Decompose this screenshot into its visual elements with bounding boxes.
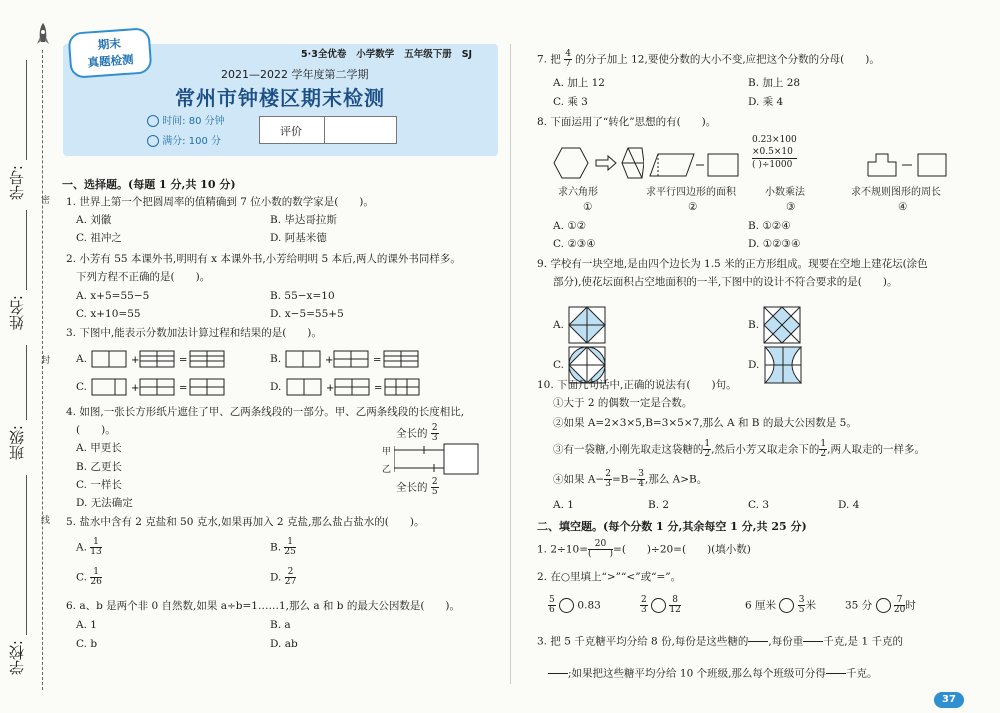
q10-s3-num1: 1	[704, 439, 711, 449]
class-fill-line[interactable]	[26, 345, 27, 420]
q3-b-label: B.	[270, 353, 282, 365]
q10-statement-3	[553, 440, 925, 459]
section-2-heading: 二、填空题。(每个分数 1 分,其余每空 1 分,共 25 分)	[537, 520, 807, 533]
q7-frac-den: 7	[565, 59, 571, 69]
rating-box	[259, 116, 397, 144]
q4-jia-label: 甲	[382, 447, 392, 457]
f2-p1-right: 0.83	[577, 599, 601, 612]
q8-num-2: ②	[688, 201, 698, 213]
check-icon	[147, 135, 159, 147]
q10-s3-b: ,然后小芳又取走余下的	[711, 443, 820, 456]
q8-stem: 8. 下面运用了“转化”思想的有( )。	[537, 116, 717, 128]
q3-a-figure	[90, 349, 240, 369]
series-info	[301, 46, 472, 60]
f2-p1-den: 6	[549, 605, 555, 615]
badge-line-2: 真题检测	[87, 52, 134, 70]
school-label: 学校:	[8, 640, 26, 676]
f2-p3-left: 6 厘米	[745, 599, 777, 612]
q9-b-label: B.	[748, 319, 760, 331]
q3-d-label: D.	[270, 381, 282, 393]
score-info	[147, 132, 221, 147]
time-text: 时间: 80 分钟	[162, 116, 225, 127]
f2-p4-left: 35 分	[845, 599, 873, 612]
q8-decimal-calc	[752, 134, 797, 171]
q9-b-figure	[762, 305, 802, 345]
q9-option-d[interactable]	[748, 345, 803, 385]
q1-option-a[interactable]: A. 刘徽	[76, 214, 112, 226]
q3-option-c[interactable]	[76, 377, 240, 397]
f2-p2-right-num: 8	[669, 596, 680, 606]
q10-statement-4	[553, 470, 707, 489]
q7-stem-a: 7. 把	[537, 53, 561, 66]
q8-option-b[interactable]: B. ①②④	[748, 220, 791, 232]
f2-p4-unit: 时	[905, 599, 916, 612]
school-fill-line[interactable]	[26, 475, 27, 635]
q6-option-d[interactable]: D. ab	[270, 638, 298, 650]
grade: 五年级下册	[404, 49, 452, 60]
q10-s3-a: ③有一袋糖,小刚先取走这袋糖的	[553, 443, 704, 456]
time-info	[147, 112, 225, 127]
q8-option-a[interactable]: A. ①②	[553, 220, 587, 232]
f2-p2-right-den: 12	[669, 605, 681, 615]
q8-calc-line-3: ( )÷1000	[752, 158, 797, 171]
q5-option-d[interactable]	[270, 568, 296, 587]
fill-1-b[interactable]: =( )÷20=( )(填小数)	[613, 543, 751, 556]
q9-option-b[interactable]	[748, 305, 802, 345]
q8-caption-1: 求六角形	[558, 187, 598, 198]
q1-option-b[interactable]: B. 毕达哥拉斯	[270, 214, 337, 226]
q1-option-c[interactable]: C. 祖冲之	[76, 232, 122, 244]
q10-statement-1: ①大于 2 的偶数一定是合数。	[553, 397, 693, 409]
q10-s4-den1: 3	[605, 479, 611, 489]
binding-strip	[0, 0, 58, 713]
seal-mark-xian: 线	[39, 515, 49, 524]
seal-mark-feng: 封	[39, 355, 49, 364]
fill-3-a: 3. 把 5 千克糖平均分给 8 份,每份是这些糖的	[537, 635, 749, 648]
fill-2-pair-2	[640, 596, 681, 615]
q3-c-label: C.	[76, 381, 87, 393]
column-divider	[510, 44, 511, 684]
rating-input[interactable]	[324, 117, 396, 143]
q8-calc-line-1: 0.23×100	[752, 135, 797, 145]
q3-stem: 3. 下图中,能表示分数加法计算过程和结果的是( )。	[66, 327, 322, 339]
q9-option-a[interactable]	[553, 305, 607, 345]
q5-stem: 5. 盐水中含有 2 克盐和 50 克水,如果再加入 2 克盐,那么盐占盐水的( )。	[66, 516, 425, 528]
q10-statement-2: ②如果 A=2×3×5,B=3×5×7,那么 A 和 B 的最大公因数是 5。	[553, 417, 857, 429]
fill-3-blank-4[interactable]	[826, 664, 846, 683]
fill-3-b: ,每份重	[768, 635, 804, 648]
q8-option-c[interactable]: C. ②③④	[553, 238, 596, 250]
f2-p4-den: 20	[893, 605, 906, 615]
q4-stem-2: ( )。	[76, 424, 116, 436]
q4-frac2-num: 2	[431, 477, 438, 487]
header-banner	[63, 36, 498, 156]
q4-frac1-den: 3	[431, 433, 438, 443]
q2-stem-1: 2. 小芳有 55 本课外书,明明有 x 本课外书,小芳给明明 5 本后,两人的课外书同样多。	[66, 253, 461, 265]
svg-text:=: =	[179, 383, 188, 394]
q10-option-c[interactable]: C. 3	[748, 499, 770, 511]
fill-1-den-blank[interactable]: ( )	[588, 549, 614, 559]
q10-option-d[interactable]: D. 4	[838, 499, 860, 511]
svg-text:+: +	[325, 383, 335, 394]
q7-option-a[interactable]: A. 加上 12	[553, 77, 605, 89]
q10-s3-num2: 1	[820, 439, 827, 449]
q7-stem-b: 的分子加上 12,要使分数的大小不变,应把这个分数的分母( )。	[575, 53, 880, 66]
exam-title: 常州市钟楼区期末检测	[175, 86, 385, 110]
q10-option-b[interactable]: B. 2	[648, 499, 670, 511]
q2-option-a[interactable]: A. x+5=55−5	[76, 290, 150, 302]
svg-text:+: +	[131, 383, 140, 394]
fill-1-num: 20	[588, 540, 613, 550]
q7-frac-num: 4	[565, 49, 571, 59]
fill-3-line-1	[537, 632, 903, 651]
q4-option-c[interactable]: C. 一样长	[76, 479, 122, 491]
q8-parallelogram-figure	[648, 152, 740, 178]
q8-caption-3: 小数乘法	[765, 187, 805, 198]
q9-c-label: C.	[553, 359, 564, 371]
q3-option-d[interactable]	[270, 377, 435, 397]
fill-3-line-2	[548, 664, 877, 683]
f2-p2-den: 3	[641, 605, 647, 615]
fill-2-pair-4	[845, 596, 916, 615]
q6-stem: 6. a、b 是两个非 0 自然数,如果 a÷b=1……1,那么 a 和 b 的最大公因数是( )。	[66, 600, 461, 612]
q6-option-c[interactable]: C. b	[76, 638, 98, 650]
q5-option-a[interactable]	[76, 538, 102, 557]
section-1-heading: 一、选择题。(每题 1 分,共 10 分)	[62, 178, 236, 191]
q5-c-label: C.	[76, 571, 87, 584]
q7-option-b[interactable]: B. 加上 28	[748, 77, 801, 89]
q5-b-label: B.	[270, 541, 282, 554]
q10-s4-a: ④如果 A−	[553, 473, 605, 486]
q3-d-figure	[285, 377, 435, 397]
student-id-label: 学号:	[8, 165, 26, 201]
fill-3-d: ;如果把这些糖平均分给 10 个班级,那么每个班级可分得	[568, 667, 826, 680]
svg-text:=: =	[373, 383, 383, 394]
school-year: 2021—2022 学年度第二学期	[221, 68, 369, 81]
name-fill-line[interactable]	[26, 210, 27, 290]
svg-text:=: =	[179, 355, 188, 366]
q7-stem	[537, 50, 880, 69]
f2-p3-den: 5	[798, 605, 805, 615]
q4-option-b[interactable]: B. 乙更长	[76, 461, 122, 473]
compare-circle-4[interactable]	[876, 598, 891, 613]
q10-s3-c: ,两人取走的一样多。	[827, 443, 925, 456]
q10-s4-b: =B−	[611, 473, 638, 486]
fill-1-a: 1. 2÷10=	[537, 543, 588, 556]
compare-circle-3[interactable]	[779, 598, 794, 613]
f2-p3-num: 3	[798, 595, 805, 605]
f2-p3-unit: 米	[805, 599, 816, 612]
q3-a-label: A.	[76, 353, 87, 365]
q4-frac1-num: 2	[431, 423, 438, 433]
q4-label-bottom: 全长的	[396, 481, 428, 494]
clock-icon	[147, 115, 159, 127]
q9-d-label: D.	[748, 359, 760, 371]
q5-b-num: 1	[284, 538, 295, 548]
q9-a-label: A.	[553, 319, 564, 331]
fill-3-blank-3[interactable]	[548, 664, 568, 683]
q10-s3-den1: 2	[704, 449, 711, 459]
rocket-icon	[36, 22, 50, 48]
q4-stem-1: 4. 如图,一张长方形纸片遮住了甲、乙两条线段的一部分。甲、乙两条线段的长度相比,	[66, 406, 465, 418]
q8-num-3: ③	[786, 201, 796, 213]
q8-caption-4: 求不规则图形的周长	[851, 187, 941, 198]
q2-option-d[interactable]: D. x−5=55+5	[270, 308, 344, 320]
q4-option-d[interactable]: D. 无法确定	[76, 497, 133, 509]
compare-circle-1[interactable]	[559, 598, 574, 613]
page-number: 37	[934, 692, 964, 708]
q9-a-figure	[567, 305, 607, 345]
rating-label: 评价	[280, 125, 302, 138]
fill-3-blank-1[interactable]	[748, 632, 768, 651]
q9-stem-1: 9. 学校有一块空地,是由四个边长为 1.5 米的正方形组成。现要在空地上建花坛(涂色	[537, 258, 928, 270]
fill-3-e: 千克。	[845, 667, 878, 680]
q8-irregular-figure	[866, 148, 950, 178]
f2-p2-num: 2	[641, 595, 647, 605]
q7-option-c[interactable]: C. 乘 3	[553, 96, 588, 108]
q10-s3-den2: 2	[820, 449, 827, 459]
q4-frac2-den: 5	[431, 487, 438, 497]
q5-d-num: 2	[285, 568, 296, 578]
q5-a-num: 1	[90, 538, 101, 548]
q8-option-d[interactable]: D. ①②③④	[748, 238, 801, 250]
q10-s4-num2: 3	[638, 469, 644, 479]
fill-2-pair-1	[548, 596, 601, 615]
q8-num-4: ④	[898, 201, 908, 213]
q5-c-den: 26	[90, 577, 102, 587]
q3-option-b[interactable]	[270, 349, 434, 369]
q4-label-top: 全长的	[396, 427, 428, 440]
q9-d-figure	[763, 345, 803, 385]
exam-badge	[67, 27, 152, 79]
f2-p4-num: 7	[894, 596, 905, 606]
q7-option-d[interactable]: D. 乘 4	[748, 96, 784, 108]
badge-line-1: 期末	[97, 36, 122, 52]
fill-1	[537, 540, 751, 559]
class-label: 班级:	[8, 425, 26, 461]
seal-mark-mi: 密	[39, 195, 49, 204]
q3-b-figure	[284, 349, 434, 369]
q5-d-label: D.	[270, 571, 282, 584]
fill-3-blank-2[interactable]	[803, 632, 823, 651]
q2-option-c[interactable]: C. x+10=55	[76, 308, 141, 320]
q1-option-d[interactable]: D. 阿基米德	[270, 232, 327, 244]
q2-stem-2: 下列方程不正确的是( )。	[76, 271, 211, 283]
svg-text:=: =	[373, 355, 382, 366]
score-text: 满分: 100 分	[162, 136, 222, 147]
svg-text:+: +	[325, 355, 334, 366]
q3-c-figure	[90, 377, 240, 397]
q4-yi-label: 乙	[382, 465, 392, 475]
q10-s4-den2: 4	[638, 479, 644, 489]
q5-d-den: 27	[284, 577, 297, 587]
name-label: 姓名:	[8, 295, 26, 331]
q5-a-label: A.	[76, 541, 87, 554]
id-fill-line[interactable]	[26, 60, 27, 160]
q5-option-b[interactable]	[270, 538, 296, 557]
subject: 小学数学	[356, 49, 395, 60]
compare-circle-2[interactable]	[651, 598, 666, 613]
q1-stem: 1. 世界上第一个把圆周率的值精确到 7 位小数的数学家是( )。	[66, 196, 374, 208]
q5-option-c[interactable]	[76, 568, 102, 587]
q8-calc-line-2: ×0.5×10	[752, 147, 793, 157]
q6-option-b[interactable]: B. a	[270, 619, 291, 631]
q10-s4-c: ,那么 A>B。	[645, 473, 708, 486]
q10-option-a[interactable]: A. 1	[553, 499, 574, 511]
q5-c-num: 1	[90, 568, 101, 578]
q8-caption-2: 求平行四边形的面积	[646, 187, 736, 198]
fill-3-c: 千克,是 1 千克的	[823, 635, 903, 648]
svg-text:+: +	[131, 355, 140, 366]
q10-stem: 10. 下面几句话中,正确的说法有( )句。	[537, 379, 737, 391]
edition: SJ	[461, 49, 473, 60]
f2-p1-num: 5	[549, 595, 555, 605]
q10-s4-num1: 2	[605, 469, 611, 479]
fill-2-pair-3	[745, 596, 816, 615]
q2-option-b[interactable]: B. 55−x=10	[270, 290, 335, 302]
q8-num-1: ①	[583, 201, 593, 213]
series-name: 5·3全优卷	[301, 49, 347, 60]
cut-line	[42, 50, 43, 690]
q5-a-den: 13	[90, 547, 102, 557]
q8-hexagon-figure	[550, 146, 644, 180]
q4-option-a[interactable]: A. 甲更长	[76, 442, 122, 454]
q4-figure	[370, 420, 480, 500]
q9-stem-2: 部分),使花坛面积占空地面积的一半,下图中的设计不符合要求的是( )。	[553, 276, 898, 288]
q6-option-a[interactable]: A. 1	[76, 619, 97, 631]
fill-2-stem: 2. 在○里填上“>”“<”或“=”。	[537, 571, 682, 583]
q3-option-a[interactable]	[76, 349, 240, 369]
q4-lines	[394, 442, 480, 476]
q5-b-den: 25	[284, 547, 296, 557]
